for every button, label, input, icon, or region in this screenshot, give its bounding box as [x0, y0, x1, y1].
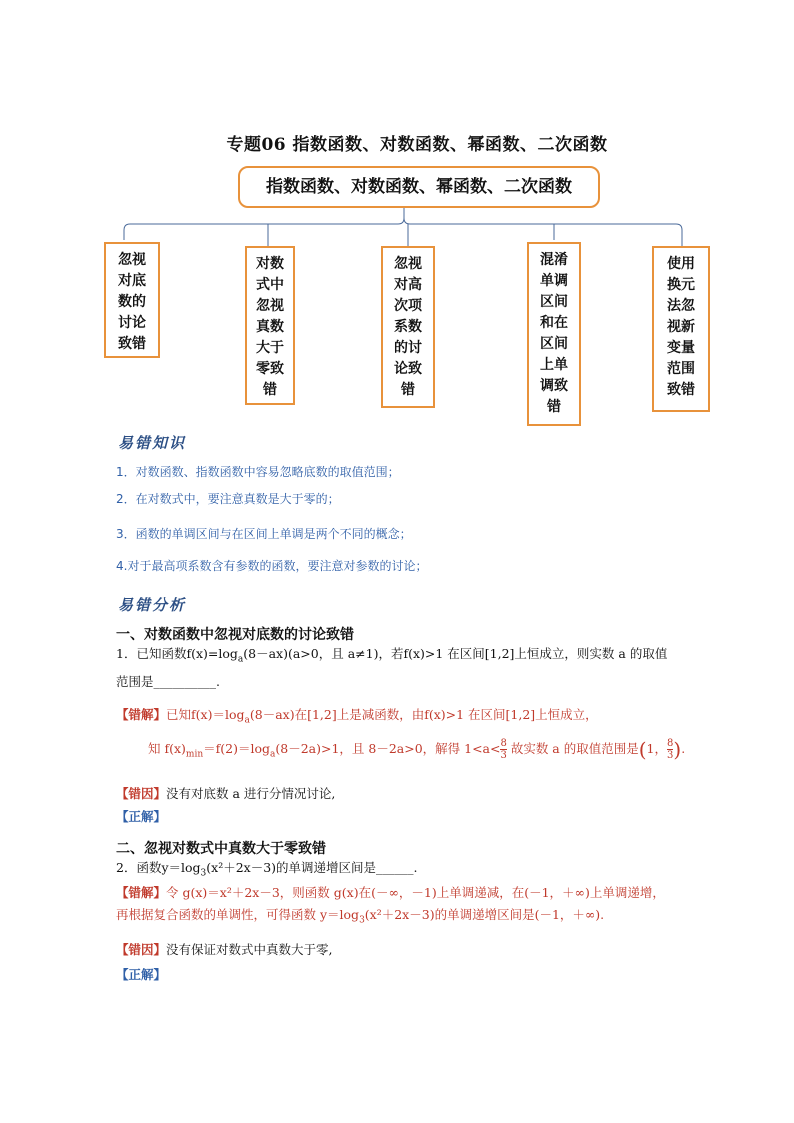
knowledge-item-1: 1．对数函数、指数函数中容易忽略底数的取值范围；	[116, 465, 400, 479]
page-title: 专题06 指数函数、对数函数、幂函数、二次函数	[226, 135, 608, 155]
section-1-title: 一、对数函数中忽视对底数的讨论致错	[116, 627, 354, 643]
q2-wrong-solution: 【错解】令 g(x)＝x²＋2x－3，则函数 g(x)在(－∞，－1)上单调递减，在(－1，＋∞)上单调递增， 再根据复合函数的单调性，可得函数 $y=\log_3(x^2+2x-3)$的单调递增区间是(－1，＋∞).	[116, 885, 665, 926]
q1-wrong-solution-line1: 【错解】已知$f(x)=\log_a(8-ax)$在[1,2]上是减函数，由f(x)>1 在区间[1,2]上恒成立，	[116, 707, 598, 726]
concept-leaf-2: 对数 式中 忽视 真数 大于 零致 错	[245, 246, 295, 405]
question-2: 2．函数$y=\log_3(x^2+2x-3)$的单调递增区间是______.	[116, 860, 418, 879]
concept-leaf-1: 忽视 对底 数的 讨论 致错	[104, 242, 160, 358]
knowledge-item-2: 2．在对数式中，要注意真数是大于零的；	[116, 492, 340, 506]
knowledge-heading: 易错知识	[118, 434, 187, 452]
concept-leaf-4: 混淆 单调 区间 和在 区间 上单 调致 错	[527, 242, 581, 426]
q1-cause: 【错因】没有对底数 a 进行分情况讨论,	[116, 786, 336, 801]
concept-leaf-3: 忽视 对高 次项 系数 的讨 论致 错	[381, 246, 435, 408]
section-2-title: 二、忽视对数式中真数大于零致错	[116, 841, 326, 857]
knowledge-item-4: 4.对于最高项系数含有参数的函数，要注意对参数的讨论；	[116, 559, 428, 573]
q2-cause: 【错因】没有保证对数式中真数大于零,	[116, 942, 333, 957]
q2-correct-tag: 【正解】	[116, 967, 167, 982]
q1-correct-tag: 【正解】	[116, 809, 167, 824]
knowledge-item-3: 3．函数的单调区间与在区间上单调是两个不同的概念；	[116, 527, 412, 541]
concept-root: 指数函数、对数函数、幂函数、二次函数	[238, 166, 600, 208]
concept-leaf-5: 使用 换元 法忽 视新 变量 范围 致错	[652, 246, 710, 412]
question-1: 1．已知函数$f(x)=\log_a(8-ax)(a>0$，且 a≠1)，若f(x)>1 在区间[1,2]上恒成立，则实数 a 的取值 范围是__________.	[116, 646, 668, 689]
analysis-heading: 易错分析	[118, 596, 187, 614]
q1-wrong-solution-line2: 知 $f(x)_{min}=f(2)=\log_a(8-2a)>1$，且 8－2a>0，解得 1<a< $\frac{8}{3}$ 故实数 a 的取值范围是(1， $\frac{8}{3}$ ).	[148, 737, 686, 762]
